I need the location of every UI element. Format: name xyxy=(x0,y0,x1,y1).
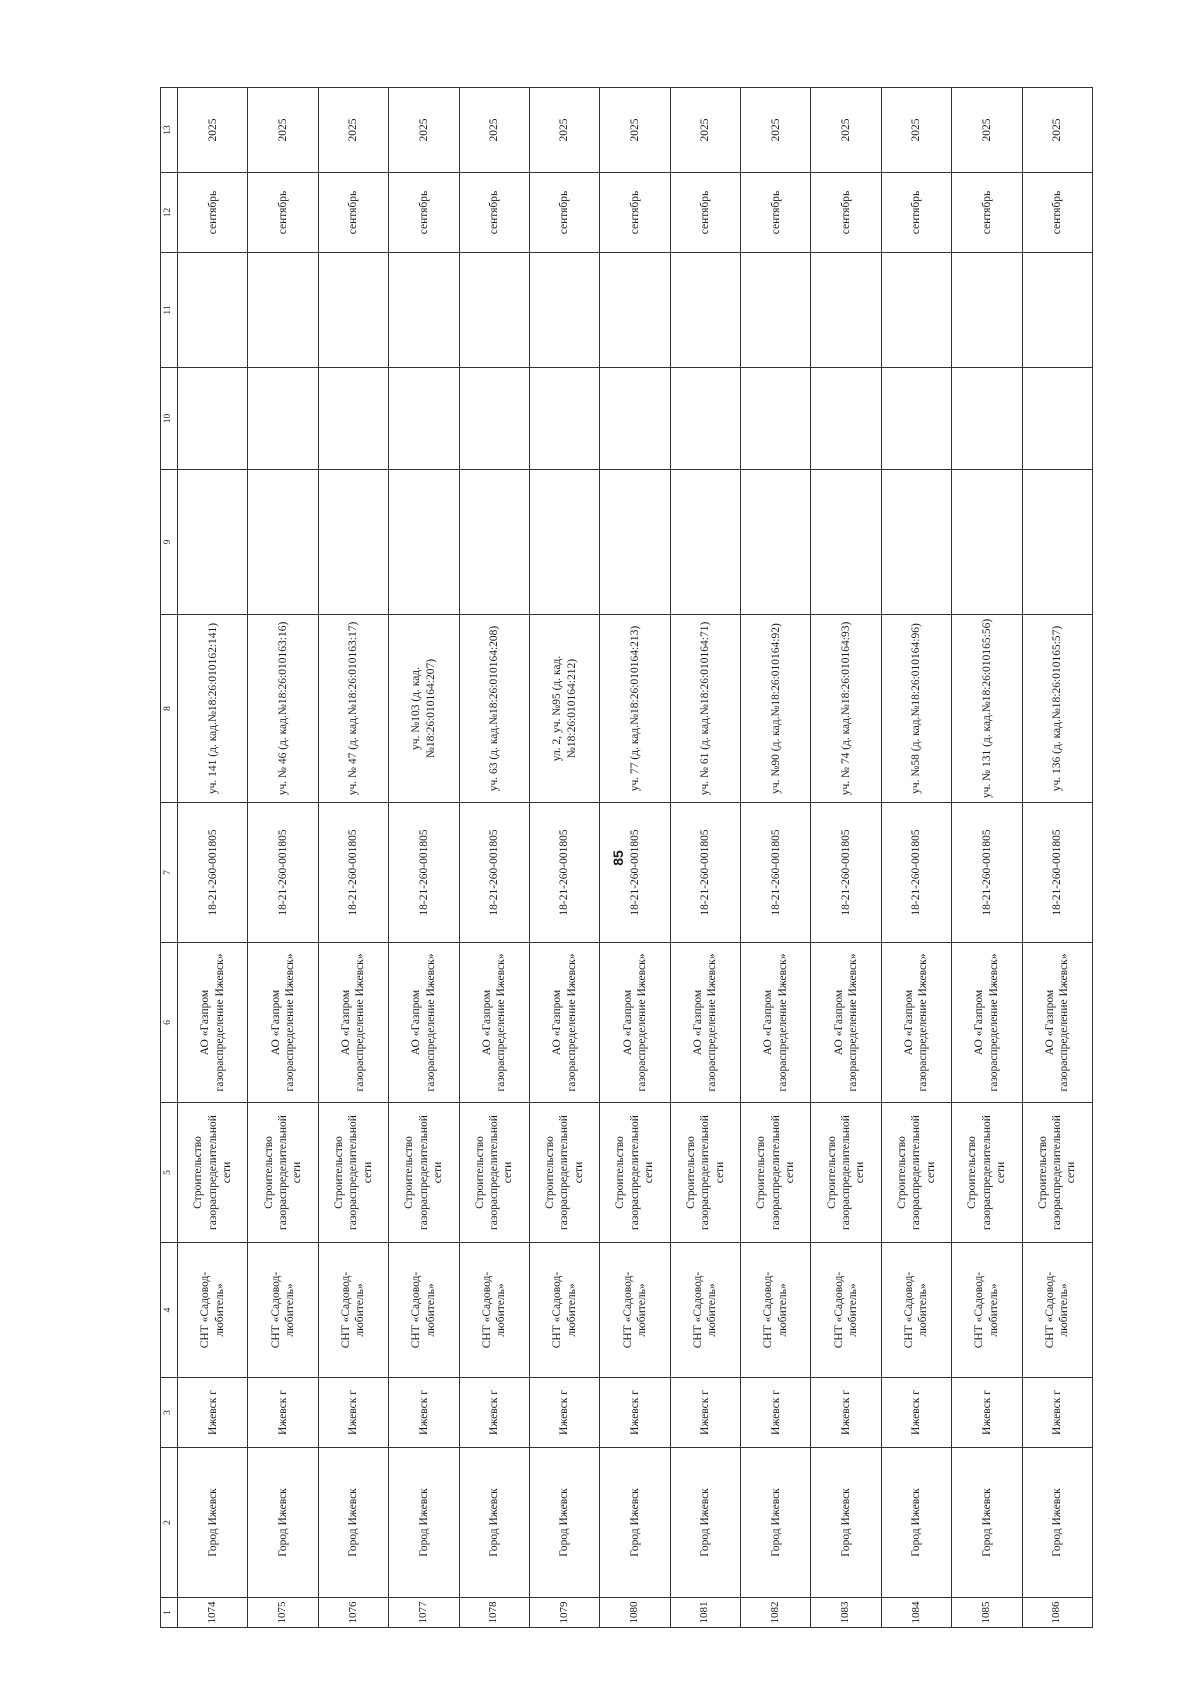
code-cell: 18-21-260-001805 xyxy=(459,803,529,943)
row-number: 1077 xyxy=(389,1598,459,1628)
column-10-cell xyxy=(248,368,318,470)
column-11-cell xyxy=(670,253,740,368)
municipality-cell: Город Ижевск xyxy=(811,1448,881,1598)
table-row xyxy=(529,88,599,1628)
column-9-cell xyxy=(670,470,740,615)
month-cell: сентябрь xyxy=(248,173,318,253)
snt-cell: СНТ «Садовод-любитель» xyxy=(459,1243,529,1378)
plot-cell: ул. 2, уч. №95 (д. кад.№18:26:010164:212) xyxy=(529,615,599,803)
row-number: 1080 xyxy=(600,1598,670,1628)
column-number: 10 xyxy=(161,368,178,470)
plot-cell: уч. № 46 (д. кад.№18:26:010163:16) xyxy=(248,615,318,803)
column-10-cell xyxy=(1022,368,1093,470)
work-type-cell: Строительство газораспределительной сети xyxy=(318,1103,388,1243)
month-cell: сентябрь xyxy=(529,173,599,253)
organization-cell: АО «Газпром газораспределение Ижевск» xyxy=(952,943,1022,1103)
table-row xyxy=(248,88,318,1628)
month-cell: сентябрь xyxy=(600,173,670,253)
municipality-cell: Город Ижевск xyxy=(529,1448,599,1598)
column-number: 12 xyxy=(161,173,178,253)
row-number: 1086 xyxy=(1022,1598,1093,1628)
locality-cell: Ижевск г xyxy=(389,1378,459,1448)
table-row xyxy=(318,88,388,1628)
year-cell: 2025 xyxy=(600,88,670,173)
code-cell: 18-21-260-001805 xyxy=(600,803,670,943)
code-cell: 18-21-260-001805 xyxy=(1022,803,1093,943)
work-type-cell: Строительство газораспределительной сети xyxy=(881,1103,951,1243)
municipality-cell: Город Ижевск xyxy=(952,1448,1022,1598)
organization-cell: АО «Газпром газораспределение Ижевск» xyxy=(741,943,811,1103)
table-row xyxy=(1022,88,1093,1628)
work-type-cell: Строительство газораспределительной сети xyxy=(459,1103,529,1243)
snt-cell: СНТ «Садовод-любитель» xyxy=(600,1243,670,1378)
column-number: 4 xyxy=(161,1243,178,1378)
locality-cell: Ижевск г xyxy=(741,1378,811,1448)
table-body xyxy=(161,88,1093,1628)
locality-cell: Ижевск г xyxy=(952,1378,1022,1448)
locality-cell: Ижевск г xyxy=(248,1378,318,1448)
column-9-cell xyxy=(952,470,1022,615)
column-11-cell xyxy=(459,253,529,368)
plot-cell: уч. №103 (д. кад.№18:26:010164:207) xyxy=(389,615,459,803)
plot-cell: уч. 77 (д. кад.№18:26:010164:213) xyxy=(600,615,670,803)
plot-cell: уч. 136 (д. кад.№18:26:010165:57) xyxy=(1022,615,1093,803)
column-number-row xyxy=(161,88,178,1628)
organization-cell: АО «Газпром газораспределение Ижевск» xyxy=(389,943,459,1103)
year-cell: 2025 xyxy=(459,88,529,173)
column-11-cell xyxy=(248,253,318,368)
column-number: 7 xyxy=(161,803,178,943)
column-9-cell xyxy=(248,470,318,615)
work-type-cell: Строительство газораспределительной сети xyxy=(529,1103,599,1243)
column-number: 2 xyxy=(161,1448,178,1598)
year-cell: 2025 xyxy=(318,88,388,173)
locality-cell: Ижевск г xyxy=(811,1378,881,1448)
work-type-cell: Строительство газораспределительной сети xyxy=(670,1103,740,1243)
column-number: 9 xyxy=(161,470,178,615)
work-type-cell: Строительство газораспределительной сети xyxy=(811,1103,881,1243)
year-cell: 2025 xyxy=(248,88,318,173)
organization-cell: АО «Газпром газораспределение Ижевск» xyxy=(318,943,388,1103)
year-cell: 2025 xyxy=(1022,88,1093,173)
organization-cell: АО «Газпром газораспределение Ижевск» xyxy=(811,943,881,1103)
year-cell: 2025 xyxy=(811,88,881,173)
row-number: 1076 xyxy=(318,1598,388,1628)
municipality-cell: Город Ижевск xyxy=(881,1448,951,1598)
column-10-cell xyxy=(741,368,811,470)
organization-cell: АО «Газпром газораспределение Ижевск» xyxy=(529,943,599,1103)
plot-cell: уч. №90 (д. кад.№18:26:010164:92) xyxy=(741,615,811,803)
table-row xyxy=(459,88,529,1628)
column-10-cell xyxy=(389,368,459,470)
plot-cell: уч. 63 (д. кад.№18:26:010164:208) xyxy=(459,615,529,803)
code-cell: 18-21-260-001805 xyxy=(881,803,951,943)
organization-cell: АО «Газпром газораспределение Ижевск» xyxy=(670,943,740,1103)
row-number: 1085 xyxy=(952,1598,1022,1628)
column-number: 8 xyxy=(161,615,178,803)
municipality-cell: Город Ижевск xyxy=(741,1448,811,1598)
column-10-cell xyxy=(952,368,1022,470)
column-9-cell xyxy=(389,470,459,615)
locality-cell: Ижевск г xyxy=(670,1378,740,1448)
column-11-cell xyxy=(389,253,459,368)
work-type-cell: Строительство газораспределительной сети xyxy=(1022,1103,1093,1243)
code-cell: 18-21-260-001805 xyxy=(952,803,1022,943)
row-number: 1079 xyxy=(529,1598,599,1628)
organization-cell: АО «Газпром газораспределение Ижевск» xyxy=(881,943,951,1103)
code-cell: 18-21-260-001805 xyxy=(741,803,811,943)
year-cell: 2025 xyxy=(670,88,740,173)
plot-cell: уч. 141 (д. кад.№18:26:010162:141) xyxy=(178,615,248,803)
row-number: 1074 xyxy=(178,1598,248,1628)
month-cell: сентябрь xyxy=(952,173,1022,253)
snt-cell: СНТ «Садовод-любитель» xyxy=(670,1243,740,1378)
column-10-cell xyxy=(318,368,388,470)
column-9-cell xyxy=(1022,470,1093,615)
organization-cell: АО «Газпром газораспределение Ижевск» xyxy=(1022,943,1093,1103)
work-type-cell: Строительство газораспределительной сети xyxy=(741,1103,811,1243)
year-cell: 2025 xyxy=(741,88,811,173)
municipality-cell: Город Ижевск xyxy=(318,1448,388,1598)
municipality-cell: Город Ижевск xyxy=(600,1448,670,1598)
column-9-cell xyxy=(318,470,388,615)
table-row xyxy=(600,88,670,1628)
page-number: 85 xyxy=(610,850,626,866)
snt-cell: СНТ «Садовод-любитель» xyxy=(741,1243,811,1378)
column-10-cell xyxy=(600,368,670,470)
municipality-cell: Город Ижевск xyxy=(389,1448,459,1598)
table-row xyxy=(811,88,881,1628)
column-11-cell xyxy=(1022,253,1093,368)
locality-cell: Ижевск г xyxy=(529,1378,599,1448)
code-cell: 18-21-260-001805 xyxy=(529,803,599,943)
month-cell: сентябрь xyxy=(318,173,388,253)
table-row xyxy=(389,88,459,1628)
column-10-cell xyxy=(670,368,740,470)
year-cell: 2025 xyxy=(178,88,248,173)
column-9-cell xyxy=(459,470,529,615)
column-9-cell xyxy=(811,470,881,615)
column-11-cell xyxy=(811,253,881,368)
row-number: 1075 xyxy=(248,1598,318,1628)
year-cell: 2025 xyxy=(881,88,951,173)
organization-cell: АО «Газпром газораспределение Ижевск» xyxy=(459,943,529,1103)
work-type-cell: Строительство газораспределительной сети xyxy=(600,1103,670,1243)
municipality-cell: Город Ижевск xyxy=(248,1448,318,1598)
column-9-cell xyxy=(529,470,599,615)
municipality-cell: Город Ижевск xyxy=(459,1448,529,1598)
year-cell: 2025 xyxy=(529,88,599,173)
column-10-cell xyxy=(178,368,248,470)
organization-cell: АО «Газпром газораспределение Ижевск» xyxy=(600,943,670,1103)
work-type-cell: Строительство газораспределительной сети xyxy=(248,1103,318,1243)
row-number: 1083 xyxy=(811,1598,881,1628)
column-number: 13 xyxy=(161,88,178,173)
plot-cell: уч. №58 (д. кад.№18:26:010164:96) xyxy=(881,615,951,803)
plot-cell: уч. № 131 (д. кад.№18:26:010165:56) xyxy=(952,615,1022,803)
month-cell: сентябрь xyxy=(459,173,529,253)
locality-cell: Ижевск г xyxy=(600,1378,670,1448)
month-cell: сентябрь xyxy=(389,173,459,253)
column-11-cell xyxy=(318,253,388,368)
row-number: 1081 xyxy=(670,1598,740,1628)
plot-cell: уч. № 61 (д. кад.№18:26:010164:71) xyxy=(670,615,740,803)
snt-cell: СНТ «Садовод-любитель» xyxy=(1022,1243,1093,1378)
code-cell: 18-21-260-001805 xyxy=(811,803,881,943)
code-cell: 18-21-260-001805 xyxy=(248,803,318,943)
year-cell: 2025 xyxy=(952,88,1022,173)
table-row xyxy=(741,88,811,1628)
municipality-cell: Город Ижевск xyxy=(1022,1448,1093,1598)
month-cell: сентябрь xyxy=(881,173,951,253)
organization-cell: АО «Газпром газораспределение Ижевск» xyxy=(178,943,248,1103)
locality-cell: Ижевск г xyxy=(459,1378,529,1448)
month-cell: сентябрь xyxy=(811,173,881,253)
column-10-cell xyxy=(811,368,881,470)
row-number: 1084 xyxy=(881,1598,951,1628)
column-10-cell xyxy=(459,368,529,470)
snt-cell: СНТ «Садовод-любитель» xyxy=(529,1243,599,1378)
plot-cell: уч. № 47 (д. кад.№18:26:010163:17) xyxy=(318,615,388,803)
work-type-cell: Строительство газораспределительной сети xyxy=(952,1103,1022,1243)
column-9-cell xyxy=(881,470,951,615)
column-11-cell xyxy=(178,253,248,368)
gasification-schedule-table xyxy=(160,87,1093,1628)
column-11-cell xyxy=(741,253,811,368)
column-10-cell xyxy=(529,368,599,470)
year-cell: 2025 xyxy=(389,88,459,173)
table-row xyxy=(881,88,951,1628)
snt-cell: СНТ «Садовод-любитель» xyxy=(318,1243,388,1378)
column-9-cell xyxy=(741,470,811,615)
snt-cell: СНТ «Садовод-любитель» xyxy=(952,1243,1022,1378)
snt-cell: СНТ «Садовод-любитель» xyxy=(178,1243,248,1378)
column-number: 1 xyxy=(161,1598,178,1628)
column-11-cell xyxy=(600,253,670,368)
code-cell: 18-21-260-001805 xyxy=(389,803,459,943)
month-cell: сентябрь xyxy=(178,173,248,253)
rotated-table-frame xyxy=(160,88,1093,1628)
snt-cell: СНТ «Садовод-любитель» xyxy=(811,1243,881,1378)
snt-cell: СНТ «Садовод-любитель» xyxy=(881,1243,951,1378)
code-cell: 18-21-260-001805 xyxy=(670,803,740,943)
column-number: 11 xyxy=(161,253,178,368)
plot-cell: уч. № 74 (д. кад.№18:26:010164:93) xyxy=(811,615,881,803)
work-type-cell: Строительство газораспределительной сети xyxy=(389,1103,459,1243)
locality-cell: Ижевск г xyxy=(318,1378,388,1448)
locality-cell: Ижевск г xyxy=(178,1378,248,1448)
column-number: 5 xyxy=(161,1103,178,1243)
organization-cell: АО «Газпром газораспределение Ижевск» xyxy=(248,943,318,1103)
locality-cell: Ижевск г xyxy=(881,1378,951,1448)
column-9-cell xyxy=(178,470,248,615)
row-number: 1078 xyxy=(459,1598,529,1628)
month-cell: сентябрь xyxy=(1022,173,1093,253)
snt-cell: СНТ «Садовод-любитель» xyxy=(389,1243,459,1378)
row-number: 1082 xyxy=(741,1598,811,1628)
snt-cell: СНТ «Садовод-любитель» xyxy=(248,1243,318,1378)
code-cell: 18-21-260-001805 xyxy=(178,803,248,943)
locality-cell: Ижевск г xyxy=(1022,1378,1093,1448)
column-number: 3 xyxy=(161,1378,178,1448)
column-11-cell xyxy=(881,253,951,368)
table-row xyxy=(178,88,248,1628)
municipality-cell: Город Ижевск xyxy=(178,1448,248,1598)
municipality-cell: Город Ижевск xyxy=(670,1448,740,1598)
column-11-cell xyxy=(952,253,1022,368)
column-10-cell xyxy=(881,368,951,470)
table-row xyxy=(952,88,1022,1628)
month-cell: сентябрь xyxy=(670,173,740,253)
column-11-cell xyxy=(529,253,599,368)
work-type-cell: Строительство газораспределительной сети xyxy=(178,1103,248,1243)
table-row xyxy=(670,88,740,1628)
column-number: 6 xyxy=(161,943,178,1103)
month-cell: сентябрь xyxy=(741,173,811,253)
code-cell: 18-21-260-001805 xyxy=(318,803,388,943)
column-9-cell xyxy=(600,470,670,615)
